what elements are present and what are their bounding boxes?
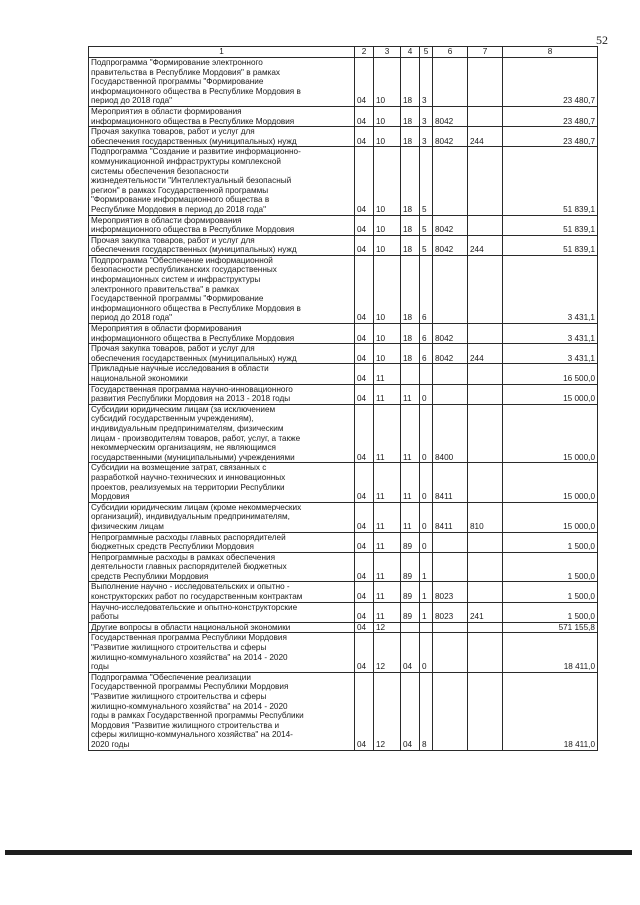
expense-type-code-cell	[468, 215, 503, 235]
expense-type-code-cell	[468, 582, 503, 602]
description-cell: Субсидии юридическим лицам (за исключением субсидий государственным учреждениям), индивидуальным предпринимателям, физическим лицам - производителям товаров, работ, услуг, а также некоммерческим организациям, не являющимся государственными (муниципальными) учреждениями	[89, 404, 355, 463]
amount-cell: 18 411,0	[503, 633, 598, 672]
description-cell: Мероприятия в области формирования информационного общества в Республике Мордовия	[89, 215, 355, 235]
subsection-code-cell: 10	[374, 106, 401, 126]
amount-cell: 15 000,0	[503, 404, 598, 463]
amount-cell: 1 500,0	[503, 602, 598, 622]
description-cell: Подпрограмма "Формирование электронного правительства в Республике Мордовия" в рамках Государственной программы "Формирование информационного общества в Республике Мордовия в период до 2018 года"	[89, 58, 355, 107]
expense-type-code-cell	[468, 532, 503, 552]
expense-type-code-cell	[468, 672, 503, 750]
description-cell: Научно-исследовательские и опытно-конструкторские работы	[89, 602, 355, 622]
section-code-cell: 04	[355, 502, 374, 532]
section-code-cell: 04	[355, 324, 374, 344]
subprogram-code-cell: 6	[420, 255, 433, 323]
description-cell: Подпрограмма "Создание и развитие информационно- коммуникационной инфраструктуры комплексной системы обеспечения безопасности жизнедеятельности "Интеллектуальный безопасный регион" в рамках Государственной программы "Формирование информационного общества в Республике Мордовия в период до 2018 года"	[89, 147, 355, 215]
table-row	[89, 127, 598, 147]
program-code-cell: 18	[401, 324, 420, 344]
subsection-code-cell: 10	[374, 58, 401, 107]
table-row	[89, 58, 598, 107]
amount-cell: 15 000,0	[503, 384, 598, 404]
header-cell: 5	[420, 47, 433, 58]
expense-type-code-cell: 244	[468, 235, 503, 255]
subsection-code-cell: 11	[374, 552, 401, 582]
header-cell: 3	[374, 47, 401, 58]
table-row	[89, 532, 598, 552]
subprogram-code-cell: 1	[420, 582, 433, 602]
expense-item-code-cell	[433, 384, 468, 404]
subsection-code-cell: 11	[374, 532, 401, 552]
description-cell: Другие вопросы в области национальной экономики	[89, 622, 355, 633]
description-cell: Непрограммные расходы главных распорядителей бюджетных средств Республики Мордовия	[89, 532, 355, 552]
table-row	[89, 255, 598, 323]
section-code-cell: 04	[355, 58, 374, 107]
expense-type-code-cell	[468, 364, 503, 384]
expense-item-code-cell: 8411	[433, 502, 468, 532]
amount-cell: 1 500,0	[503, 532, 598, 552]
description-cell: Субсидии на возмещение затрат, связанных с разработкой научно-технических и инновационных проектов, реализуемых на территории Республики Мордовия	[89, 463, 355, 502]
subprogram-code-cell	[420, 622, 433, 633]
subprogram-code-cell: 3	[420, 58, 433, 107]
program-code-cell: 11	[401, 404, 420, 463]
description-cell: Выполнение научно - исследовательских и опытно - конструкторских работ по государственным контрактам	[89, 582, 355, 602]
table-row	[89, 404, 598, 463]
table-row	[89, 324, 598, 344]
table-row	[89, 344, 598, 364]
section-code-cell: 04	[355, 127, 374, 147]
expense-type-code-cell	[468, 404, 503, 463]
expense-item-code-cell: 8042	[433, 127, 468, 147]
program-code-cell	[401, 622, 420, 633]
program-code-cell: 18	[401, 235, 420, 255]
amount-cell: 3 431,1	[503, 255, 598, 323]
table-row	[89, 106, 598, 126]
table-row	[89, 215, 598, 235]
description-cell: Государственная программа научно-инновационного развития Республики Мордовия на 2013 - 2018 годы	[89, 384, 355, 404]
description-cell: Прочая закупка товаров, работ и услуг для обеспечения государственных (муниципальных) нужд	[89, 235, 355, 255]
table-row	[89, 552, 598, 582]
table-row	[89, 602, 598, 622]
subsection-code-cell: 11	[374, 404, 401, 463]
description-cell: Мероприятия в области формирования информационного общества в Республике Мордовия	[89, 324, 355, 344]
table-row	[89, 463, 598, 502]
expense-item-code-cell	[433, 622, 468, 633]
section-code-cell: 04	[355, 532, 374, 552]
subsection-code-cell: 10	[374, 215, 401, 235]
subsection-code-cell: 10	[374, 324, 401, 344]
subsection-code-cell: 12	[374, 622, 401, 633]
table-row	[89, 502, 598, 532]
table-row	[89, 672, 598, 750]
budget-table	[88, 46, 598, 751]
program-code-cell: 89	[401, 602, 420, 622]
section-code-cell: 04	[355, 344, 374, 364]
expense-type-code-cell: 244	[468, 127, 503, 147]
subprogram-code-cell: 3	[420, 127, 433, 147]
subprogram-code-cell: 5	[420, 235, 433, 255]
program-code-cell: 18	[401, 344, 420, 364]
section-code-cell: 04	[355, 404, 374, 463]
program-code-cell	[401, 364, 420, 384]
expense-item-code-cell: 8042	[433, 106, 468, 126]
program-code-cell: 18	[401, 255, 420, 323]
description-cell: Подпрограмма "Обеспечение реализации Государственной программы Республики Мордовия "Развитие жилищного строительства и сферы жилищно-коммунального хозяйства" на 2014 - 2020 годы в рамках Государственной программы Республики Мордовия "Развитие жилищного строительства и сферы жилищно-коммунального хозяйства" на 2014- 2020 годы	[89, 672, 355, 750]
subprogram-code-cell: 0	[420, 633, 433, 672]
section-code-cell: 04	[355, 364, 374, 384]
amount-cell: 18 411,0	[503, 672, 598, 750]
expense-type-code-cell	[468, 463, 503, 502]
subprogram-code-cell: 0	[420, 463, 433, 502]
program-code-cell: 18	[401, 106, 420, 126]
section-code-cell: 04	[355, 633, 374, 672]
subprogram-code-cell: 5	[420, 215, 433, 235]
page-number: 52	[596, 33, 608, 47]
amount-cell: 15 000,0	[503, 463, 598, 502]
expense-type-code-cell: 244	[468, 344, 503, 364]
amount-cell: 23 480,7	[503, 106, 598, 126]
header-cell: 7	[468, 47, 503, 58]
expense-item-code-cell: 8042	[433, 235, 468, 255]
subprogram-code-cell: 3	[420, 106, 433, 126]
amount-cell: 15 000,0	[503, 502, 598, 532]
subsection-code-cell: 12	[374, 672, 401, 750]
section-code-cell: 04	[355, 672, 374, 750]
description-cell: Субсидии юридическим лицам (кроме некоммерческих организаций), индивидуальным предпринимателям, физическим лицам	[89, 502, 355, 532]
table-row	[89, 235, 598, 255]
expense-item-code-cell: 8400	[433, 404, 468, 463]
section-code-cell: 04	[355, 147, 374, 215]
table-row	[89, 384, 598, 404]
expense-type-code-cell	[468, 147, 503, 215]
expense-item-code-cell	[433, 552, 468, 582]
amount-cell: 23 480,7	[503, 127, 598, 147]
amount-cell: 51 839,1	[503, 215, 598, 235]
expense-item-code-cell: 8042	[433, 344, 468, 364]
expense-type-code-cell: 241	[468, 602, 503, 622]
section-code-cell: 04	[355, 384, 374, 404]
subsection-code-cell: 11	[374, 502, 401, 532]
program-code-cell: 18	[401, 215, 420, 235]
subsection-code-cell: 10	[374, 235, 401, 255]
amount-cell: 571 155,8	[503, 622, 598, 633]
table-row	[89, 622, 598, 633]
subsection-code-cell: 11	[374, 364, 401, 384]
subsection-code-cell: 10	[374, 344, 401, 364]
section-code-cell: 04	[355, 602, 374, 622]
expense-type-code-cell	[468, 552, 503, 582]
subprogram-code-cell	[420, 364, 433, 384]
description-cell: Прикладные научные исследования в области национальной экономики	[89, 364, 355, 384]
expense-item-code-cell: 8042	[433, 215, 468, 235]
section-code-cell: 04	[355, 552, 374, 582]
subprogram-code-cell: 0	[420, 384, 433, 404]
subprogram-code-cell: 6	[420, 324, 433, 344]
program-code-cell: 89	[401, 532, 420, 552]
header-cell: 2	[355, 47, 374, 58]
expense-item-code-cell: 8023	[433, 602, 468, 622]
expense-item-code-cell: 8042	[433, 324, 468, 344]
program-code-cell: 04	[401, 633, 420, 672]
description-cell: Прочая закупка товаров, работ и услуг для обеспечения государственных (муниципальных) нужд	[89, 344, 355, 364]
subsection-code-cell: 11	[374, 463, 401, 502]
expense-item-code-cell	[433, 58, 468, 107]
expense-type-code-cell	[468, 58, 503, 107]
program-code-cell: 18	[401, 147, 420, 215]
expense-item-code-cell: 8411	[433, 463, 468, 502]
subsection-code-cell: 10	[374, 127, 401, 147]
description-cell: Государственная программа Республики Мордовия "Развитие жилищного строительства и сферы жилищно-коммунального хозяйства" на 2014 - 2020 годы	[89, 633, 355, 672]
header-row	[89, 47, 598, 58]
expense-type-code-cell	[468, 633, 503, 672]
section-code-cell: 04	[355, 255, 374, 323]
expense-item-code-cell: 8023	[433, 582, 468, 602]
subprogram-code-cell: 6	[420, 344, 433, 364]
amount-cell: 51 839,1	[503, 235, 598, 255]
header-cell: 8	[503, 47, 598, 58]
subprogram-code-cell: 1	[420, 602, 433, 622]
expense-item-code-cell	[433, 255, 468, 323]
subsection-code-cell: 11	[374, 384, 401, 404]
header-cell: 4	[401, 47, 420, 58]
program-code-cell: 11	[401, 463, 420, 502]
description-cell: Прочая закупка товаров, работ и услуг для обеспечения государственных (муниципальных) нужд	[89, 127, 355, 147]
subprogram-code-cell: 0	[420, 502, 433, 532]
bottom-rule	[5, 850, 632, 855]
amount-cell: 16 500,0	[503, 364, 598, 384]
expense-type-code-cell	[468, 106, 503, 126]
subprogram-code-cell: 0	[420, 532, 433, 552]
program-code-cell: 11	[401, 502, 420, 532]
expense-item-code-cell	[433, 147, 468, 215]
expense-type-code-cell	[468, 255, 503, 323]
amount-cell: 23 480,7	[503, 58, 598, 107]
section-code-cell: 04	[355, 463, 374, 502]
expense-type-code-cell: 810	[468, 502, 503, 532]
program-code-cell: 89	[401, 552, 420, 582]
section-code-cell: 04	[355, 106, 374, 126]
subsection-code-cell: 11	[374, 582, 401, 602]
subsection-code-cell: 12	[374, 633, 401, 672]
header-cell: 6	[433, 47, 468, 58]
subsection-code-cell: 10	[374, 147, 401, 215]
subsection-code-cell: 10	[374, 255, 401, 323]
amount-cell: 3 431,1	[503, 324, 598, 344]
amount-cell: 51 839,1	[503, 147, 598, 215]
table-row	[89, 147, 598, 215]
section-code-cell: 04	[355, 582, 374, 602]
program-code-cell: 89	[401, 582, 420, 602]
amount-cell: 1 500,0	[503, 582, 598, 602]
section-code-cell: 04	[355, 215, 374, 235]
subsection-code-cell: 11	[374, 602, 401, 622]
description-cell: Подпрограмма "Обеспечение информационной безопасности республиканских государственных информационных систем и инфраструктуры электронного правительства" в рамках Государственной программы "Формирование информационного общества в Республике Мордовия в период до 2018 года"	[89, 255, 355, 323]
program-code-cell: 18	[401, 127, 420, 147]
description-cell: Мероприятия в области формирования информационного общества в Республике Мордовия	[89, 106, 355, 126]
subprogram-code-cell: 0	[420, 404, 433, 463]
amount-cell: 1 500,0	[503, 552, 598, 582]
subprogram-code-cell: 5	[420, 147, 433, 215]
expense-type-code-cell	[468, 622, 503, 633]
subprogram-code-cell: 1	[420, 552, 433, 582]
expense-type-code-cell	[468, 324, 503, 344]
expense-type-code-cell	[468, 384, 503, 404]
section-code-cell: 04	[355, 235, 374, 255]
expense-item-code-cell	[433, 532, 468, 552]
header-cell: 1	[89, 47, 355, 58]
section-code-cell: 04	[355, 622, 374, 633]
program-code-cell: 18	[401, 58, 420, 107]
program-code-cell: 04	[401, 672, 420, 750]
program-code-cell: 11	[401, 384, 420, 404]
table-row	[89, 364, 598, 384]
description-cell: Непрограммные расходы в рамках обеспечения деятельности главных распорядителей бюджетных средств Республики Мордовия	[89, 552, 355, 582]
expense-item-code-cell	[433, 633, 468, 672]
table-row	[89, 582, 598, 602]
subprogram-code-cell: 8	[420, 672, 433, 750]
expense-item-code-cell	[433, 364, 468, 384]
expense-item-code-cell	[433, 672, 468, 750]
amount-cell: 3 431,1	[503, 344, 598, 364]
table-row	[89, 633, 598, 672]
